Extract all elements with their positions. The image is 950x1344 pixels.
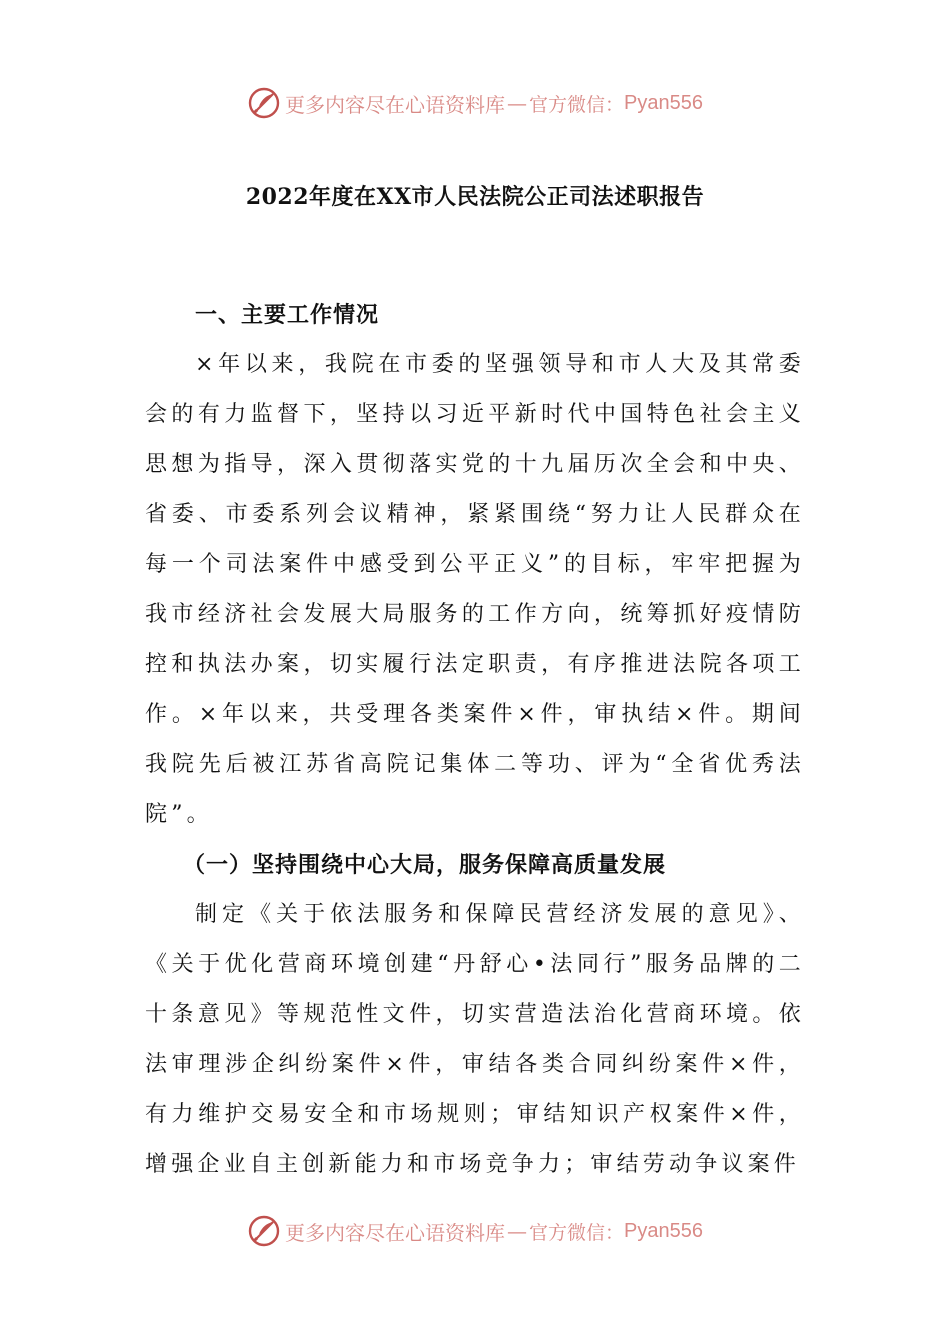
quill-logo-icon: [247, 86, 281, 120]
watermark-separator: —: [507, 1219, 527, 1243]
document-body: [145, 290, 805, 1190]
watermark-main-text: 更多内容尽在心语资料库: [285, 1220, 505, 1245]
watermark-footer: [0, 1211, 950, 1251]
paragraph-business-environment: 制定《关于依法服务和保障民营经济发展的意见》、《关于优化营商环境创建“丹舒心•法同行”服务品牌的二十条意见》等规范性文件，切实营造法治化营商环境。依法审理涉企纠纷案件×件，审结各类合同纠纷案件×件，有力维护交易安全和市场规则；审结知识产权案件×件，增强企业自主创新能力和市场竞争力；审结劳动争议案件: [145, 902, 805, 1177]
subsection-heading-serve-development: （一）坚持围绕中心大局，服务保障高质量发展: [183, 852, 667, 878]
paragraph-work-overview: ×年以来，我院在市委的坚强领导和市人大及其常委会的有力监督下，坚持以习近平新时代中国特色社会主义思想为指导，深入贯彻落实党的十九届历次全会和中央、省委、市委系列会议精神，紧紧围绕“努力让人民群众在每一个司法案件中感受到公平正义”的目标，牢牢把握为我市经济社会发展大局服务的工作方向，统筹抓好疫情防控和执法办案，切实履行法定职责，有序推进法院各项工作。×年以来，共受理各类案件×件，审执结×件。期间我院先后被江苏省高院记集体二等功、评为“全省优秀法院”。: [145, 352, 805, 827]
watermark-wechat-id: Pyan556: [624, 1219, 703, 1242]
watermark-label: 官方微信：: [529, 1221, 625, 1244]
document-title: 2022年度在XX市人民法院公正司法述职报告: [245, 184, 705, 210]
watermark-label: 官方微信：: [529, 93, 625, 116]
watermark-main-text: 更多内容尽在心语资料库: [285, 92, 505, 117]
quill-logo-icon: [247, 1214, 281, 1248]
watermark-wechat-id: Pyan556: [624, 91, 703, 114]
watermark-separator: —: [507, 91, 527, 115]
watermark-header: [0, 83, 950, 123]
section-heading-main-work: 一、主要工作情况: [195, 302, 380, 328]
